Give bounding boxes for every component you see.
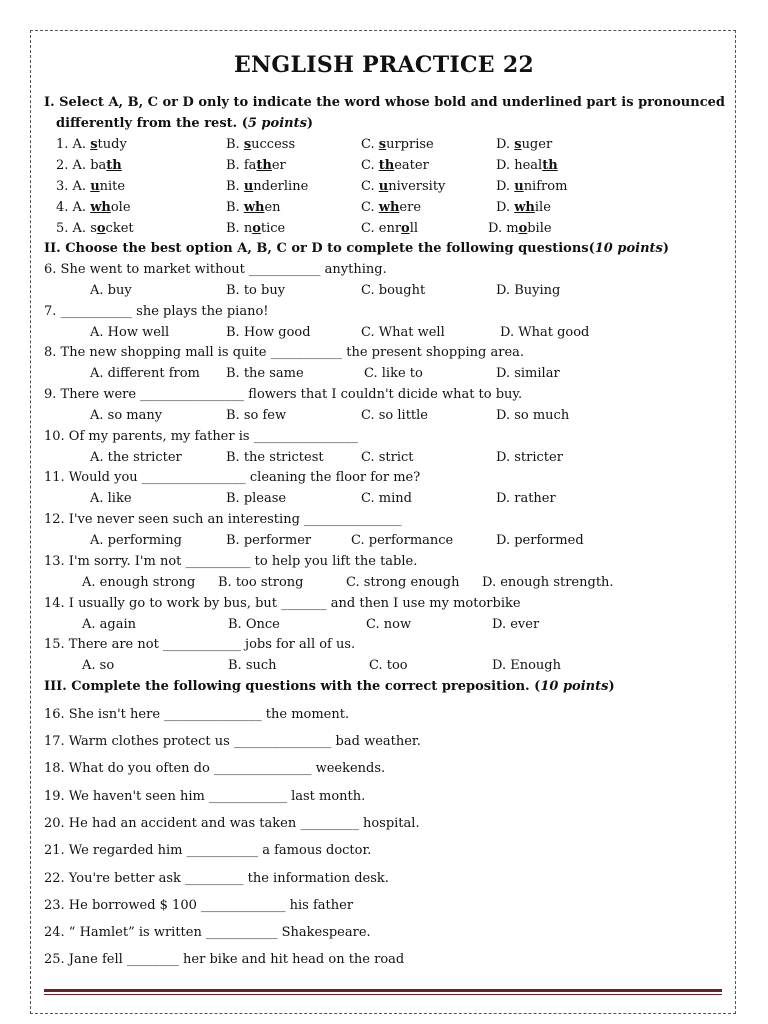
word-part: uger (521, 137, 553, 152)
footer-rule-thin (44, 994, 722, 995)
section1-item-4-option-d (496, 200, 551, 216)
section2-points: 10 points (594, 241, 663, 256)
question-11-option-b: B. please (226, 491, 287, 506)
word-part: niversity (388, 179, 446, 194)
underlined-part: th (106, 158, 122, 173)
underlined-part: th (256, 158, 272, 173)
question-10-option-b: B. the strictest (226, 450, 324, 465)
section1-item-1-option-d (496, 137, 552, 153)
item-number: 4. A. (56, 200, 91, 215)
word-part: C. (361, 179, 379, 194)
question-14-option-d: D. ever (492, 617, 540, 632)
question-11: 11. Would you ________________ cleaning the floor for me? (44, 470, 421, 485)
word-part: nderline (253, 179, 309, 194)
word-part: uccess (251, 137, 296, 152)
word-part: B. fa (226, 158, 257, 173)
word-part: C. (361, 158, 379, 173)
question-20: 20. He had an accident and was taken _________ hospital. (44, 816, 420, 831)
section1-item-4-option-a (56, 200, 131, 216)
page-title: ENGLISH PRACTICE 22 (233, 52, 535, 78)
question-10-option-a: A. the stricter (90, 450, 182, 465)
section1-item-1-option-c (361, 137, 434, 153)
item-number: 3. A. (56, 179, 91, 194)
word-part: C. enr (361, 221, 402, 236)
word-part: ile (534, 200, 551, 215)
word-part: urprise (386, 137, 434, 152)
word-part: tudy (97, 137, 127, 152)
underlined-part: o (518, 221, 528, 236)
question-13-option-c: C. strong enough (346, 575, 460, 590)
section1-heading-line2: differently from the rest. (5 points) (56, 116, 314, 131)
word-part: bile (527, 221, 552, 236)
question-15-option-a: A. so (82, 658, 115, 673)
underlined-part: th (542, 158, 558, 173)
word-part: B. n (226, 221, 253, 236)
question-13-option-a: A. enough strong (82, 575, 196, 590)
question-21: 21. We regarded him ___________ a famous doctor. (44, 843, 372, 858)
word-part: D. (496, 137, 515, 152)
section1-item-2-option-b (226, 158, 286, 174)
word-part: D. (496, 179, 515, 194)
word-part: C. (361, 137, 379, 152)
underlined-part: s (514, 137, 522, 152)
question-6: 6. She went to market without ___________ anything. (44, 262, 387, 277)
word-part: B. (226, 200, 244, 215)
section1-item-5-option-a (56, 221, 134, 237)
section1-item-2-option-d (496, 158, 558, 174)
question-11-option-a: A. like (90, 491, 132, 506)
question-24: 24. “ Hamlet” is written ___________ Shakespeare. (44, 925, 371, 940)
question-15-option-c: C. too (369, 658, 408, 673)
underlined-part: o (96, 221, 106, 236)
item-number: 5. A. (56, 221, 91, 236)
word-part: ole (110, 200, 131, 215)
underlined-part: s (90, 137, 98, 152)
question-14: 14. I usually go to work by bus, but _______ and then I use my motorbike (44, 596, 521, 611)
question-19: 19. We haven't seen him ____________ last month. (44, 789, 366, 804)
word-part: C. (361, 200, 379, 215)
section1-heading-line1: I. Select A, B, C or D only to indicate the word whose bold and underlined part is pronounced (44, 95, 725, 110)
question-6-option-a: A. buy (90, 283, 132, 298)
section2-heading: II. Choose the best option A, B, C or D to complete the following questions(10 points) (44, 241, 670, 256)
underlined-part: u (378, 179, 389, 194)
word-part: tice (260, 221, 286, 236)
question-6-option-d: D. Buying (496, 283, 561, 298)
question-6-option-b: B. to buy (226, 283, 286, 298)
underlined-part: wh (90, 200, 111, 215)
question-7-option-c: C. What well (361, 325, 445, 340)
underlined-part: u (514, 179, 524, 194)
question-12-option-a: A. performing (90, 533, 182, 548)
underlined-part: u (90, 179, 100, 194)
section1-item-5-option-c (361, 221, 418, 237)
question-9: 9. There were ________________ flowers that I couldn't dicide what to buy. (44, 387, 523, 402)
question-12-option-b: B. performer (226, 533, 312, 548)
section1-heading (44, 95, 725, 111)
question-9-option-a: A. so many (90, 408, 163, 423)
question-14-option-a: A. again (82, 617, 137, 632)
word-part: D. heal (496, 158, 543, 173)
question-12-option-d: D. performed (496, 533, 584, 548)
section1-points: 5 points (247, 116, 307, 131)
word-part: D. m (488, 221, 519, 236)
word-part: eater (394, 158, 429, 173)
underlined-part: o (252, 221, 261, 236)
section1-item-1-option-b (226, 137, 295, 153)
question-9-option-c: C. so little (361, 408, 428, 423)
underlined-part: s (378, 137, 387, 152)
question-23: 23. He borrowed $ 100 _____________ his father (44, 898, 354, 913)
underlined-part: o (401, 221, 410, 236)
question-8-option-a: A. different from (90, 366, 200, 381)
section1-item-4-option-c (361, 200, 421, 216)
question-8-option-b: B. the same (226, 366, 304, 381)
question-13-option-d: D. enough strength. (482, 575, 614, 590)
section1-item-3-option-b (226, 179, 308, 195)
question-8-option-d: D. similar (496, 366, 560, 381)
footer-rule-thick (44, 989, 722, 992)
word-part: ere (399, 200, 422, 215)
question-8-option-c: C. like to (364, 366, 423, 381)
question-15-option-d: D. Enough (492, 658, 561, 673)
underlined-part: wh (514, 200, 535, 215)
word-part: en (264, 200, 281, 215)
question-12: 12. I've never seen such an interesting _______________ (44, 512, 402, 527)
word-part: s (90, 221, 97, 236)
question-9-option-b: B. so few (226, 408, 287, 423)
section1-item-1-option-a (56, 137, 127, 153)
underlined-part: u (243, 179, 254, 194)
question-14-option-b: B. Once (228, 617, 280, 632)
word-part: er (271, 158, 286, 173)
underlined-part: th (378, 158, 395, 173)
question-25: 25. Jane fell ________ her bike and hit head on the road (44, 952, 405, 967)
question-16: 16. She isn't here _______________ the moment. (44, 707, 350, 722)
underlined-part: s (243, 137, 252, 152)
item-number: 2. A. (56, 158, 91, 173)
question-6-option-c: C. bought (361, 283, 426, 298)
word-part: ba (90, 158, 107, 173)
question-17: 17. Warm clothes protect us _______________ bad weather. (44, 734, 421, 749)
question-13: 13. I'm sorry. I'm not __________ to help you lift the table. (44, 554, 418, 569)
question-18: 18. What do you often do _______________ weekends. (44, 761, 386, 776)
question-15-option-b: B. such (228, 658, 277, 673)
question-7: 7. ___________ she plays the piano! (44, 304, 269, 319)
section1-item-5-option-d (488, 221, 552, 237)
question-7-option-d: D. What good (500, 325, 590, 340)
section1-item-2-option-c (361, 158, 429, 174)
section3-points: 10 points (540, 679, 609, 694)
question-8: 8. The new shopping mall is quite ___________ the present shopping area. (44, 345, 525, 360)
section1-item-3-option-a (56, 179, 125, 195)
section1-item-4-option-b (226, 200, 281, 216)
word-part: cket (105, 221, 134, 236)
question-7-option-a: A. How well (90, 325, 170, 340)
section1-item-3-option-c (361, 179, 445, 195)
section1-item-2-option-a (56, 158, 122, 174)
section1-item-5-option-b (226, 221, 285, 237)
question-22: 22. You're better ask _________ the information desk. (44, 871, 389, 886)
question-10-option-c: C. strict (361, 450, 414, 465)
word-part: nite (99, 179, 126, 194)
question-11-option-c: C. mind (361, 491, 412, 506)
question-13-option-b: B. too strong (218, 575, 304, 590)
underlined-part: wh (378, 200, 400, 215)
word-part: D. (496, 200, 515, 215)
word-part: B. (226, 137, 244, 152)
question-7-option-b: B. How good (226, 325, 311, 340)
question-9-option-d: D. so much (496, 408, 570, 423)
question-10: 10. Of my parents, my father is ________________ (44, 429, 358, 444)
item-number: 1. A. (56, 137, 91, 152)
section3-heading: III. Complete the following questions with the correct preposition. (10 points) (44, 679, 615, 694)
word-part: ll (409, 221, 419, 236)
section1-item-3-option-d (496, 179, 567, 195)
question-14-option-c: C. now (366, 617, 412, 632)
question-10-option-d: D. stricter (496, 450, 563, 465)
underlined-part: wh (243, 200, 265, 215)
question-12-option-c: C. performance (351, 533, 454, 548)
question-11-option-d: D. rather (496, 491, 556, 506)
question-15: 15. There are not ____________ jobs for all of us. (44, 637, 356, 652)
word-part: B. (226, 179, 244, 194)
word-part: nifrom (523, 179, 568, 194)
